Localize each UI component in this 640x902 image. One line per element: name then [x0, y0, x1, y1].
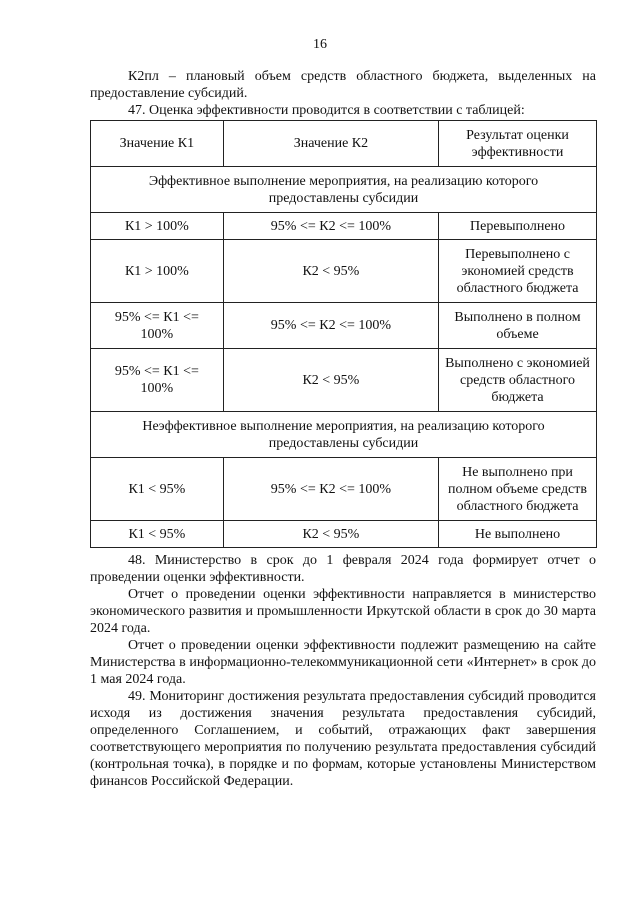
cell-k2: К2 < 95%: [223, 521, 438, 548]
cell-result: Выполнено с экономией средств областного бюджета: [439, 349, 597, 412]
cell-k2: К2 < 95%: [223, 349, 438, 412]
paragraph-report-sent: Отчет о проведении оценки эффективности направляется в министерство экономического развития и промышленности Иркутской области в срок до 30 марта 2024 года.: [90, 587, 596, 636]
paragraph-48: 48. Министерство в срок до 1 февраля 2024 года формирует отчет о проведении оценки эффективности.: [90, 553, 596, 585]
cell-result: Перевыполнено: [439, 213, 597, 240]
header-k1: Значение К1: [91, 121, 224, 167]
table-row: [91, 303, 597, 349]
cell-k1: 95% <= К1 <= 100%: [91, 303, 224, 349]
cell-k1: 95% <= К1 <= 100%: [91, 349, 224, 412]
cell-k1: К1 > 100%: [91, 240, 224, 303]
cell-k1: К1 > 100%: [91, 213, 224, 240]
cell-result: Выполнено в полном объеме: [439, 303, 597, 349]
cell-k2: 95% <= К2 <= 100%: [223, 303, 438, 349]
cell-k2: 95% <= К2 <= 100%: [223, 213, 438, 240]
paragraph-k2pl: К2пл – плановый объем средств областного бюджета, выделенных на предоставление субсидий.: [90, 69, 596, 101]
cell-result: Не выполнено: [439, 521, 597, 548]
efficiency-table: [90, 120, 597, 548]
header-result: Результат оценки эффективности: [439, 121, 597, 167]
section-effective: Эффективное выполнение мероприятия, на реализацию которого предоставлены субсидии: [91, 167, 597, 213]
paragraph-report-published: Отчет о проведении оценки эффективности подлежит размещению на сайте Министерства в информационно-телекоммуникационной сети «Интернет» в срок до 1 мая 2024 года.: [90, 638, 596, 687]
document-body: [90, 68, 596, 790]
table-row: [91, 349, 597, 412]
table-row: [91, 213, 597, 240]
cell-k2: К2 < 95%: [223, 240, 438, 303]
page-number: 16: [313, 37, 327, 52]
table-row: [91, 521, 597, 548]
cell-k1: К1 < 95%: [91, 521, 224, 548]
section-ineffective: Неэффективное выполнение мероприятия, на реализацию которого предоставлены субсидии: [91, 412, 597, 458]
header-k2: Значение К2: [223, 121, 438, 167]
cell-k2: 95% <= К2 <= 100%: [223, 458, 438, 521]
section-row-effective: [91, 167, 597, 213]
cell-result: Не выполнено при полном объеме средств областного бюджета: [439, 458, 597, 521]
paragraph-47: 47. Оценка эффективности проводится в соответствии с таблицей:: [128, 103, 525, 118]
table-row: [91, 240, 597, 303]
cell-result: Перевыполнено с экономией средств областного бюджета: [439, 240, 597, 303]
section-row-ineffective: [91, 412, 597, 458]
table-header-row: [91, 121, 597, 167]
table-row: [91, 458, 597, 521]
cell-k1: К1 < 95%: [91, 458, 224, 521]
paragraph-49: 49. Мониторинг достижения результата предоставления субсидий проводится исходя из достижения значения результата предоставления субсидий, определенного Соглашением, и событий, отражающих факт завершения соответствующего мероприятия по получению результата предоставления субсидий (контрольная точка), в порядке и по формам, которые установлены Министерством финансов Российской Федерации.: [90, 689, 596, 789]
